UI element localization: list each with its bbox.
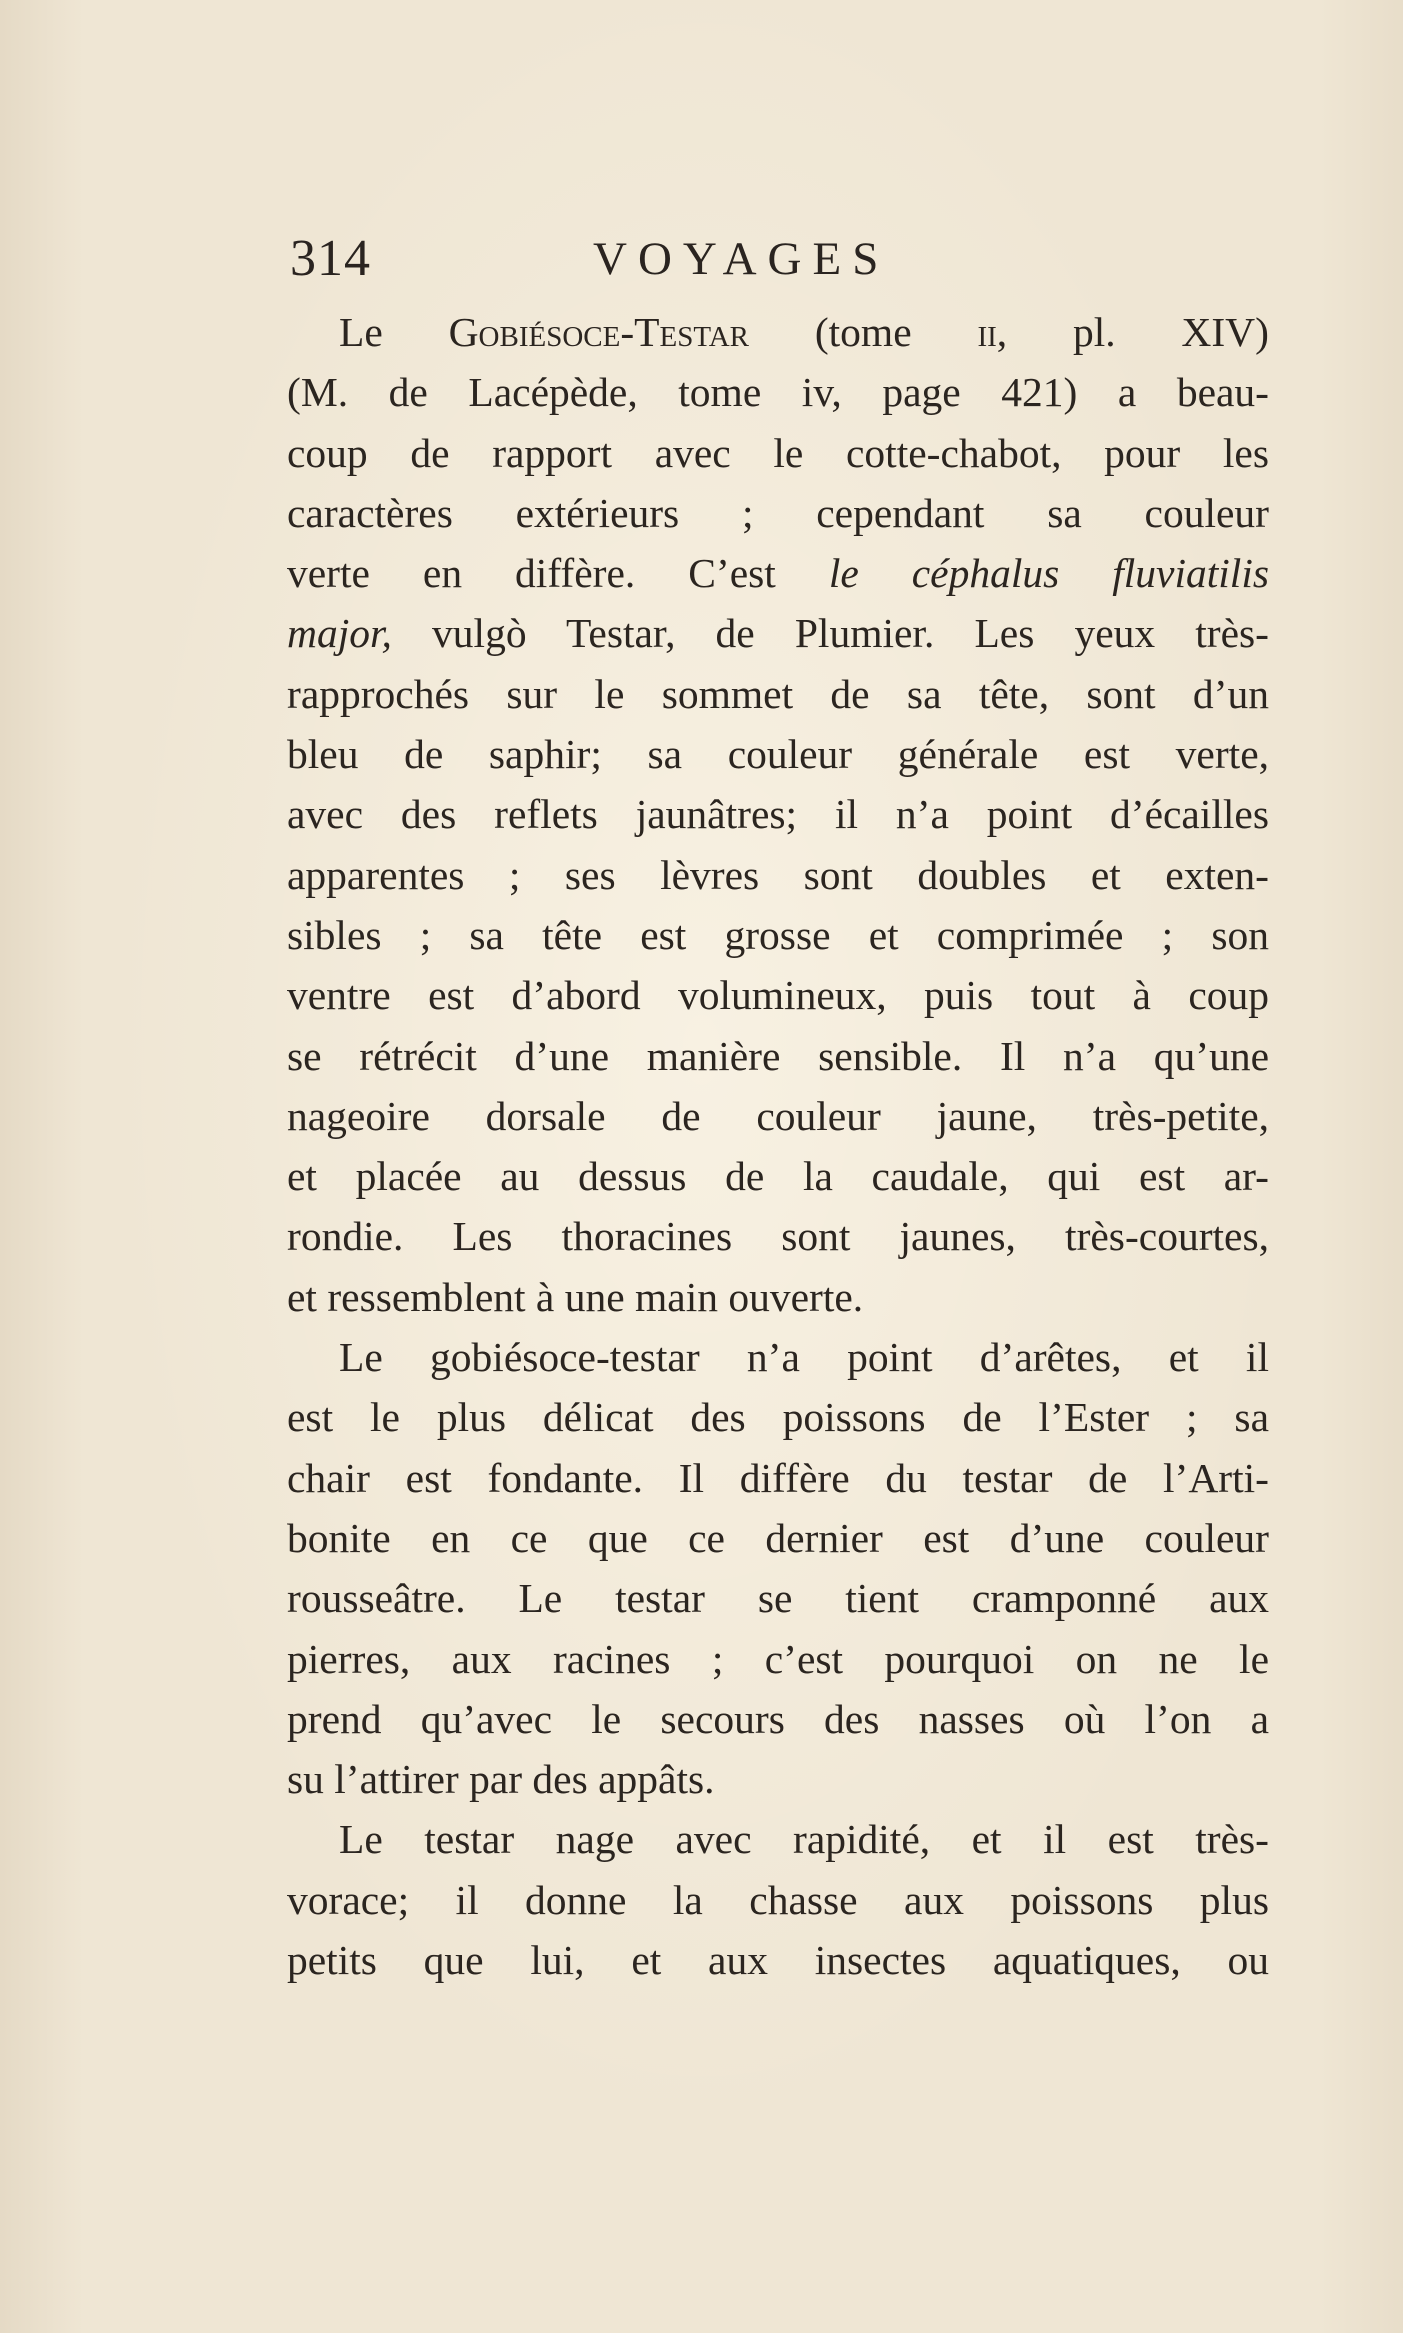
text-line: ventre est d’abord volumineux, puis tout à coup — [287, 972, 1269, 1019]
text-line: se rétrécit d’une manière sensible. Il n’a qu’une — [287, 1032, 1269, 1079]
text-line: rapprochés sur le sommet de sa tête, sont d’un — [287, 670, 1269, 717]
page-number: 314 — [290, 230, 371, 287]
text-line: major, vulgò Testar, de Plumier. Les yeux très- — [287, 610, 1269, 657]
text-line: su l’attirer par des appâts. — [287, 1756, 715, 1803]
text-line: pierres, aux racines ; c’est pourquoi on ne le — [287, 1635, 1269, 1682]
text-line: Le Gobiésoce-Testar (tome ii, pl. XIV) — [339, 309, 1269, 355]
text-line: coup de rapport avec le cotte-chabot, pour les — [287, 429, 1269, 476]
text-line: bleu de saphir; sa couleur générale est verte, — [287, 731, 1269, 778]
text-line: rondie. Les thoracines sont jaunes, très-courtes, — [287, 1213, 1269, 1260]
text-line: et placée au dessus de la caudale, qui est ar- — [287, 1153, 1269, 1200]
text-line: caractères extérieurs ; cependant sa couleur — [287, 489, 1269, 536]
text-line: vorace; il donne la chasse aux poissons plus — [287, 1876, 1269, 1923]
text-line: nageoire dorsale de couleur jaune, très-petite, — [287, 1092, 1269, 1139]
text-line: avec des reflets jaunâtres; il n’a point d’écailles — [287, 791, 1269, 838]
text-line: sibles ; sa tête est grosse et comprimée ; son — [287, 911, 1269, 958]
running-head-title: VOYAGES — [593, 233, 890, 285]
text-line: est le plus délicat des poissons de l’Ester ; sa — [287, 1394, 1269, 1441]
text-line: (M. de Lacépède, tome iv, page 421) a beau- — [287, 369, 1269, 416]
text-line: verte en diffère. C’est le céphalus fluviatilis — [287, 550, 1270, 597]
text-line: Le testar nage avec rapidité, et il est très- — [339, 1816, 1269, 1863]
text-line: petits que lui, et aux insectes aquatiques, ou — [287, 1937, 1269, 1984]
text-line: bonite en ce que ce dernier est d’une couleur — [287, 1514, 1269, 1561]
text-line: chair est fondante. Il diffère du testar de l’Arti- — [287, 1454, 1269, 1501]
body-text — [287, 302, 1269, 1990]
text-line: rousseâtre. Le testar se tient cramponné aux — [287, 1575, 1269, 1622]
text-line: Le gobiésoce-testar n’a point d’arêtes, et il — [339, 1334, 1269, 1381]
text-line: apparentes ; ses lèvres sont doubles et exten- — [287, 851, 1269, 898]
text-line: prend qu’avec le secours des nasses où l’on a — [287, 1695, 1269, 1742]
running-head — [290, 224, 1260, 294]
text-line: et ressemblent à une main ouverte. — [287, 1273, 864, 1320]
